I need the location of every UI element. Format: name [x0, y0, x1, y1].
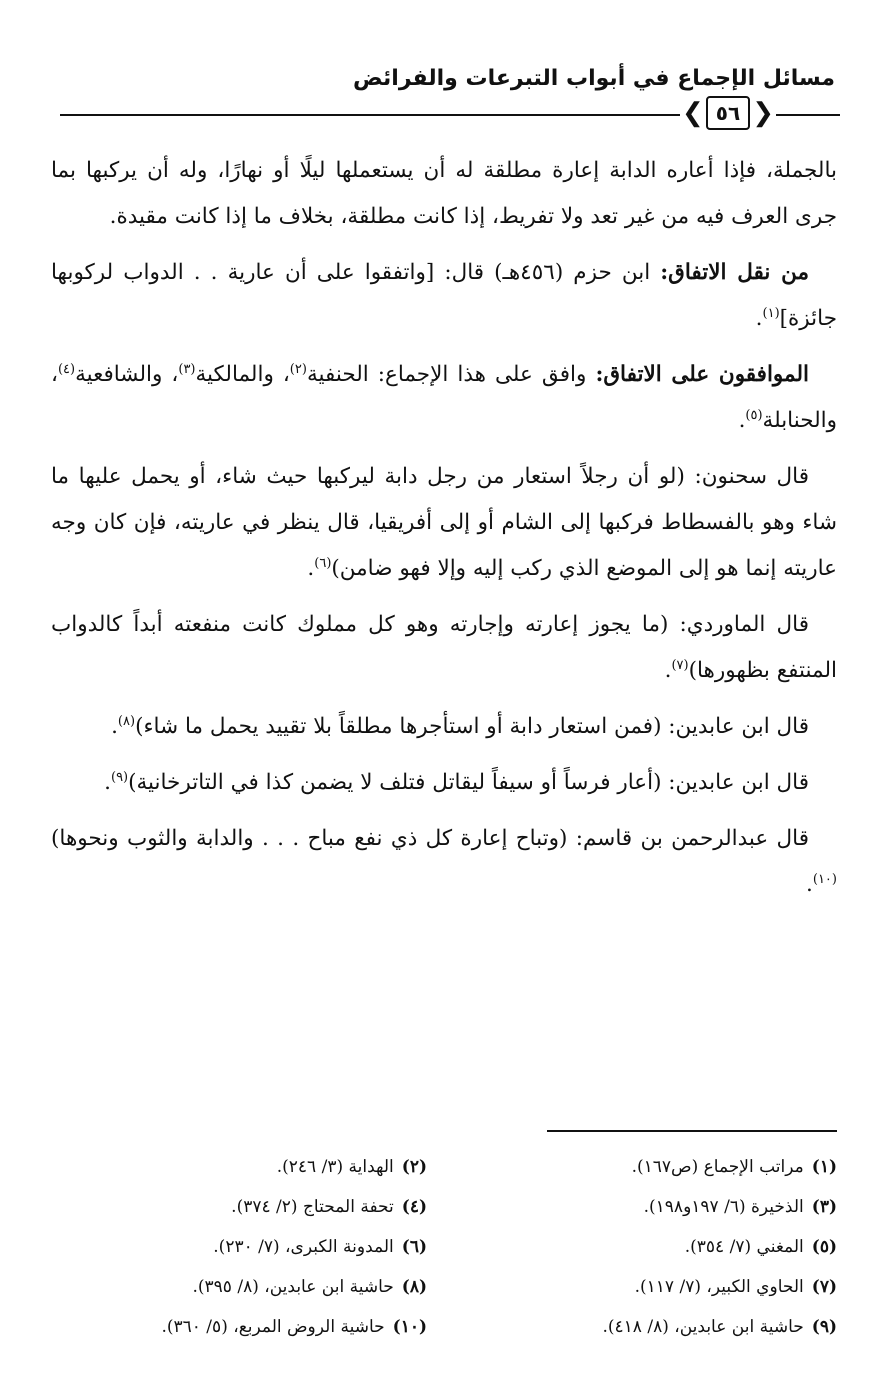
paragraph-text: قال ابن عابدين: (أعار فرساً أو سيفاً ليقاتل فتلف لا يضمن كذا في التاترخانية)	[128, 770, 809, 795]
footnote-text: الهداية (٣/ ٢٤٦).	[276, 1157, 394, 1177]
footnote-ref[interactable]: (٤)	[57, 361, 76, 377]
paragraph-text: وافق على هذا الإجماع: الحنفية	[306, 362, 596, 387]
paragraph-text: قال سحنون: (لو أن رجلاً استعار من رجل دابة ليركبها حيث شاء، أو يحمل عليها ما شاء وهو بالفسطاط فركبها إلى الشام أو إلى أفريقيا، قال ينظر في عاريته، فإن كان وجه عاريته إنما هو إلى الموضع الذي ركب إليه وإلا فهو ضامن)	[51, 464, 837, 581]
paragraph-7	[51, 760, 837, 806]
footnote-text: المدونة الكبرى، (٧/ ٢٣٠).	[213, 1237, 394, 1257]
paragraph-tail: .	[307, 556, 315, 581]
footnote-text: حاشية ابن عابدين، (٨/ ٤١٨).	[602, 1317, 804, 1337]
footnote-ref[interactable]: (٩)	[110, 769, 129, 785]
footnote-ref[interactable]: (٥)	[745, 407, 763, 423]
footnote-ref[interactable]: (٦)	[314, 555, 332, 571]
footnote-number: (٥)	[811, 1237, 837, 1257]
footnote-item	[47, 1308, 427, 1346]
paragraph-tail: .	[104, 770, 111, 795]
ornament-right-icon: ❮	[752, 98, 775, 128]
footnote-separator	[547, 1130, 837, 1132]
footnote-item	[457, 1148, 837, 1186]
paragraph-4	[51, 454, 837, 592]
footnote-item	[457, 1188, 837, 1226]
footnote-ref[interactable]: (٧)	[671, 657, 689, 673]
footnote-ref[interactable]: (١)	[762, 305, 780, 321]
footnote-item	[457, 1308, 837, 1346]
paragraph-6	[51, 704, 837, 750]
footnote-text: الذخيرة (٦/ ١٩٧و١٩٨).	[643, 1197, 804, 1217]
page-number-ornament	[680, 92, 776, 134]
footnote-number: (١٠)	[392, 1317, 427, 1337]
footnotes	[47, 1148, 837, 1346]
paragraph-tail: .	[755, 306, 763, 331]
footnote-number: (٦)	[401, 1237, 427, 1257]
paragraph-text: قال ابن عابدين: (فمن استعار دابة أو استأجرها مطلقاً بلا تقييد يحمل ما شاء)	[135, 714, 809, 739]
section-lead: الموافقون على الاتفاق:	[595, 362, 809, 387]
footnote-ref[interactable]: (٨)	[117, 713, 136, 729]
footnote-number: (٧)	[811, 1277, 837, 1297]
running-head-title: مسائل الإجماع في أبواب التبرعات والفرائض	[353, 66, 835, 91]
paragraph-tail: .	[111, 714, 118, 739]
paragraph-text: قال الماوردي: (ما يجوز إعارته وإجارته وهو كل مملوك كانت منفعته أبداً كالدواب المنتفع بظهورها)	[51, 612, 837, 683]
footnote-ref[interactable]: (٣)	[178, 361, 196, 377]
footnote-number: (٩)	[811, 1317, 837, 1337]
ornament-left-icon: ❯	[682, 98, 704, 128]
paragraph-tail: ، والمالكية	[195, 362, 290, 387]
main-text	[51, 148, 837, 918]
paragraph-5	[51, 602, 837, 694]
footnote-item	[457, 1228, 837, 1266]
footnote-text: حاشية الروض المربع، (٥/ ٣٦٠).	[161, 1317, 385, 1337]
footnote-item	[47, 1188, 427, 1226]
footnote-text: حاشية ابن عابدين، (٨/ ٣٩٥).	[192, 1277, 394, 1297]
page-number: ٥٦	[706, 96, 750, 130]
footnote-item	[47, 1228, 427, 1266]
footnote-number: (٤)	[401, 1197, 427, 1217]
footnote-ref[interactable]: (٢)	[289, 361, 307, 377]
footnote-number: (٨)	[401, 1277, 427, 1297]
footnote-item	[47, 1268, 427, 1306]
paragraph-tail: ، والشافعية	[75, 362, 179, 387]
footnote-number: (٣)	[811, 1197, 837, 1217]
section-lead: من نقل الاتفاق:	[660, 260, 809, 285]
paragraph-tail: .	[738, 408, 746, 433]
footnote-text: مراتب الإجماع (ص١٦٧).	[631, 1157, 804, 1177]
footnote-ref[interactable]: (١٠)	[812, 871, 837, 887]
paragraph-1	[51, 148, 837, 240]
footnote-text: الحاوي الكبير، (٧/ ١١٧).	[634, 1277, 804, 1297]
paragraph-text: ابن حزم (٤٥٦هـ) قال: [واتفقوا على أن عارية . . الدواب لركوبها جائزة]	[51, 260, 837, 331]
paragraph-tail: .	[664, 658, 672, 683]
paragraph-tail: .	[806, 872, 813, 897]
footnote-text: المغني (٧/ ٣٥٤).	[684, 1237, 804, 1257]
paragraph-text: قال عبدالرحمن بن قاسم: (وتباح إعارة كل ذي نفع مباح . . . والدابة والثوب ونحوها)	[51, 826, 809, 851]
paragraph-8	[51, 816, 837, 908]
paragraph-3	[51, 352, 837, 444]
footnote-number: (١)	[811, 1157, 837, 1177]
footnote-item	[47, 1148, 427, 1186]
footnote-text: تحفة المحتاج (٢/ ٣٧٤).	[231, 1197, 394, 1217]
paragraph-tail: ، والحنابلة	[51, 362, 837, 433]
footnote-item	[457, 1268, 837, 1306]
footnote-number: (٢)	[401, 1157, 427, 1177]
paragraph-text: بالجملة، فإذا أعاره الدابة إعارة مطلقة له أن يستعملها ليلًا أو نهارًا، وله أن يركبها بما جرى العرف فيه من غير تعد ولا تفريط، إذا كانت مطلقة، بخلاف ما إذا كانت مقيدة.	[51, 158, 837, 229]
paragraph-2	[51, 250, 837, 342]
